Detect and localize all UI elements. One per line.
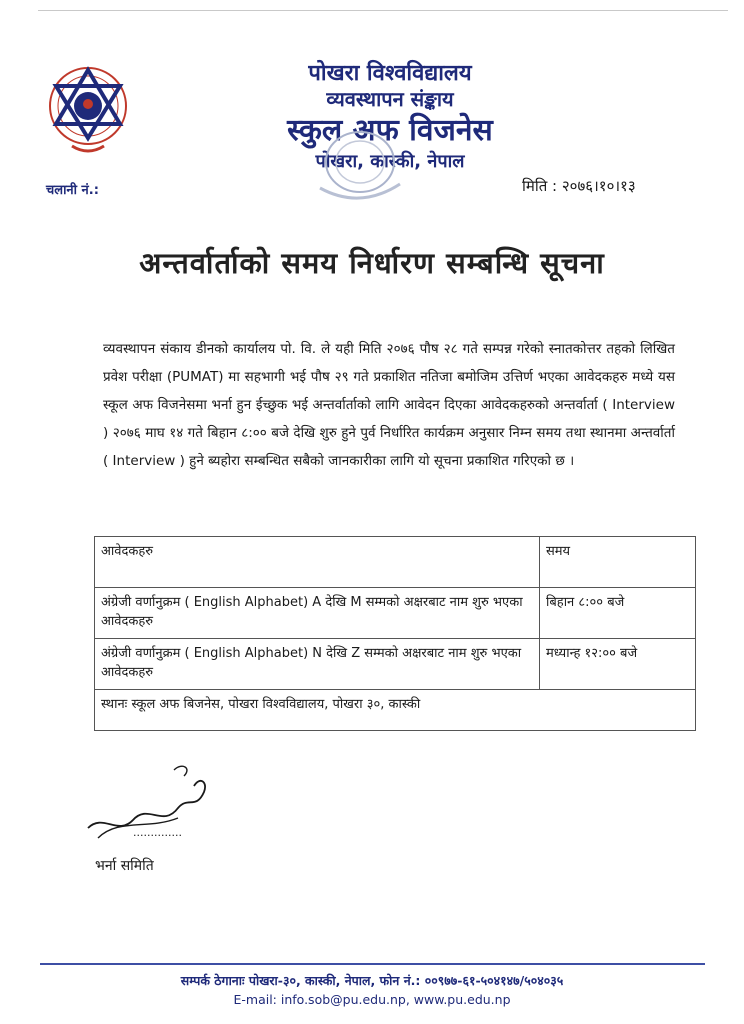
school-address: पोखरा, कास्की, नेपाल: [315, 151, 465, 172]
venue-row: [95, 690, 696, 731]
signatory-label: भर्ना समिति: [95, 858, 154, 874]
school-name: स्कुल अफ विजनेस: [287, 113, 493, 148]
notice-title: अन्तर्वार्ताको समय निर्धारण सम्बन्धि सूचना: [139, 246, 605, 280]
applicants-column-header: आवेदकहरु: [95, 537, 540, 588]
time-column-header: समय: [540, 537, 696, 588]
footer-contact: सम्पर्क ठेगानाः पोखरा-३०, कास्की, नेपाल, फोन नं.: ००९७७-६१-५०४१४७/५०४०३५: [180, 973, 564, 988]
schedule-table: [94, 536, 696, 731]
reference-number-label: चलानी नं.:: [46, 183, 99, 198]
table-row: [95, 588, 696, 639]
university-name: पोखरा विश्वविद्यालय: [308, 61, 472, 86]
notice-body: व्यवस्थापन संकाय डीनको कार्यालय पो. वि. ले यही मिति २०७६ पौष २८ गते सम्पन्न गरेको स्नातकोत्तर तहको लिखित प्रवेश परीक्षा (PUMAT) मा सहभागी भई पौष २९ गते प्रकाशित नतिजा बमोजिम उत्तिर्ण भएका आवेदकहरु मध्ये यस स्कूल अफ विजनेसमा भर्ना हुन ईच्छुक भई अन्तर्वार्ताको लागि आवेदन दिएका आवेदकहरुको अन्तर्वार्ता ( Interview ) २०७६ माघ १४ गते बिहान ८:०० बजे देखि शुरु हुने पुर्व निर्धारित कार्यक्रम अनुसार निम्न समय तथा स्थानमा अन्तर्वार्ता ( Interview ) हुने ब्यहोरा सम्बन्धित सबैको जानकारीका लागि यो सूचना प्रकाशित गरिएको छ ।: [103, 341, 675, 469]
applicants-cell: अंग्रेजी वर्णानुक्रम ( English Alphabet) N देखि Z सम्मको अक्षरबाट नाम शुरु भएका आवेदकहरु: [95, 639, 540, 690]
table-header-row: [95, 537, 696, 588]
footer-rule: [40, 963, 705, 965]
university-logo: [38, 60, 138, 160]
time-cell: बिहान ८:०० बजे: [540, 588, 696, 639]
notice-date: मिति : २०७६।१०।१३: [522, 177, 636, 195]
signature: [78, 758, 228, 853]
top-rule: [38, 10, 728, 11]
faculty-name: व्यवस्थापन संङ्काय: [326, 87, 454, 111]
school-stamp: [300, 128, 420, 208]
applicants-cell: अंग्रेजी वर्णानुक्रम ( English Alphabet) A देखि M सम्मको अक्षरबाट नाम शुरु भएका आवेदकहरु: [95, 588, 540, 639]
venue-cell: स्थानः स्कूल अफ बिजनेस, पोखरा विश्वविद्यालय, पोखरा ३०, कास्की: [95, 690, 696, 731]
signature-dots: ..............: [133, 826, 182, 839]
footer-email: E-mail: info.sob@pu.edu.np, www.pu.edu.np: [233, 992, 511, 1007]
time-cell: मध्यान्ह १२:०० बजे: [540, 639, 696, 690]
table-row: [95, 639, 696, 690]
